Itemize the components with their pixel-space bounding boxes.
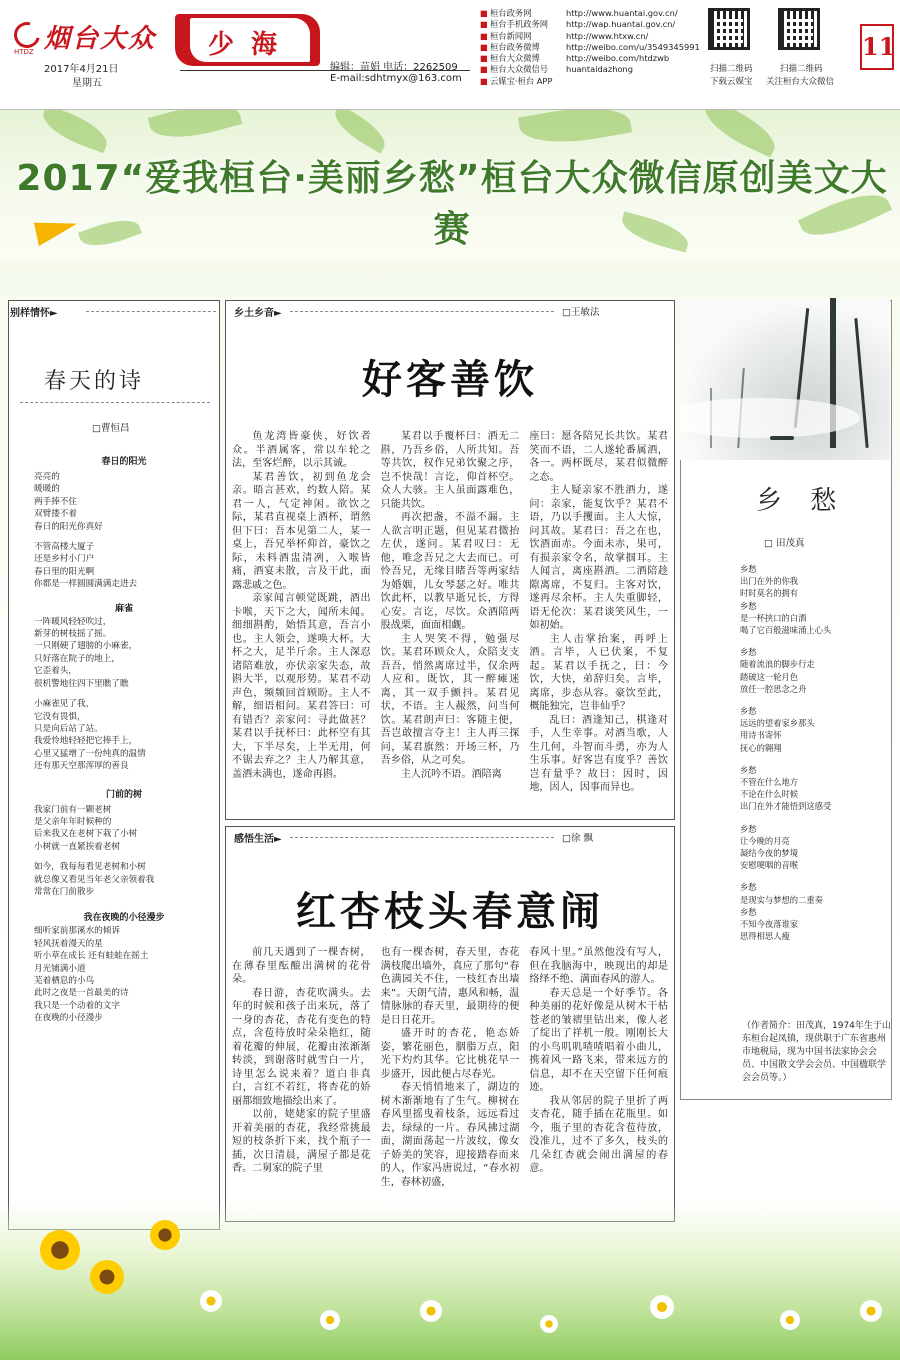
poem-section-heading: 麻雀 <box>114 603 133 614</box>
daisy-icon <box>860 1300 882 1322</box>
bullet-icon: ■ <box>480 75 488 86</box>
bullet-icon: ■ <box>480 41 488 52</box>
bullet-icon: ■ <box>480 19 488 30</box>
stanza: 如今，我每每看见老树和小树 就总像又看见当年老父亲领着我 常常在门前散步 <box>34 862 155 897</box>
paragraph: 某君以手覆杯曰：酒无二斟，乃吾乡俗，人所共知。吾等共饮，权作兄弟饮聚之序，岂不快哉！言讫，仰首杯空。众人大骇。主人虽面露难色，只能共饮。 <box>380 431 520 510</box>
bullet-icon: ■ <box>480 8 488 18</box>
media-link-row[interactable]: ■ 桓台政务微博 http://weibo.com/u/3549345991 <box>480 41 700 52</box>
sunflower-icon <box>90 1260 124 1294</box>
stanza: 乡愁 出门在外的你我 时时莫名的拥有 乡愁 是一杯挟口的白酒 喝了它百般滋味涌上心头 <box>740 564 832 636</box>
column-label: 别样情怀► <box>10 308 58 319</box>
daisy-icon <box>780 1310 800 1330</box>
poem-body <box>740 563 890 950</box>
paragraph: 再次把盏，不溢不漏。主人欲言明正题，但见某君微抬左伏，遂问。某君叹曰：无他，唯念吾兄之大去而已。可怜吾兄，无缘目睹吾等两家结为婚姻，儿女琴瑟之好。唯共饮此杯，以教早逝兄长，方得心安。言讫，尽饮。众酒陪两股战栗，面面相觑。 <box>380 512 520 631</box>
newspaper-logo-sub: HTDZ <box>14 48 34 56</box>
text-column <box>381 430 520 814</box>
qr-caption: 下载云媒宝 <box>710 77 753 87</box>
column-label: 乡土乡音► <box>234 308 282 319</box>
paragraph: 盛开时的杏花，艳态娇姿，繁花丽色，胭脂万点，阳光下灼灼其华。它比桃花早一步盛开，因此便占尽春光。 <box>380 1028 520 1080</box>
leaf-decoration <box>518 110 632 151</box>
stanza: 乡愁 是现实与梦想的二重奏 乡愁 不知今夜落谁家 思得相思人瘦 <box>740 882 823 942</box>
poem-section-heading: 我在夜晚的小径漫步 <box>83 913 165 924</box>
media-link-row[interactable]: ■ 桓台大众微信号 huantaidazhong <box>480 64 634 75</box>
daisy-icon <box>650 1295 674 1319</box>
text-column <box>232 946 371 1218</box>
paragraph: 也有一棵杏树，春天里，杏花满枝爬出墙外，真应了那句“春色满园关不住，一枝红杏出墙来”。天朗气清，惠风和畅，温情脉脉的春天里，最期待的便是日日花开。 <box>380 947 520 1026</box>
poem-byline: □ 田茂真 <box>764 538 805 549</box>
poem-section-heading: 门前的树 <box>105 789 142 800</box>
column-label: 感悟生活► <box>234 834 282 845</box>
daisy-icon <box>320 1310 340 1330</box>
bullet-icon: ■ <box>480 53 488 64</box>
stanza: 细听家前那溪水的倾诉 轻风抚着漫天的星 听小草在成长 还有蛙蛙在摇土 月光铺满小道 芜着栖息的小鸟 此时之夜是一首最美的诗 我只是一个动着的文字 在夜晚的小径漫步 <box>34 926 149 1024</box>
masthead <box>0 0 900 110</box>
qr-caption: 扫描二维码 <box>780 64 823 74</box>
stanza: 乡愁 远远的望着家乡那头 用诗书寄怀 抚心的翱翔 <box>740 706 815 753</box>
ink-painting-image <box>680 298 890 460</box>
stanza: 乡愁 不管在什么地方 不论在什么时候 出门在外才能悟到这感受 <box>740 764 832 812</box>
qr-caption: 扫描二维码 <box>710 64 753 74</box>
leaf-decoration <box>38 110 113 153</box>
text-column <box>529 946 668 1218</box>
qr-code-icon[interactable] <box>708 8 750 50</box>
paragraph: 某君善饮，初到鱼龙会亲。晤言甚欢，约数人陪。某君一人，气定神闲。欲饮之际，某君直视桌上酒杯，谓然但下曰：吾本见第二人，某一桌上，吾兄举杯仰首，豪饮之际，未料酒盅清冽，入喉皆痛，酒宴未散，言及干此，面露悲戚之色。 <box>232 471 371 591</box>
media-link-row[interactable]: ■ 桓台新闻网 http://www.htxw.cn/ <box>480 30 649 41</box>
stanza: 亮亮的 暖暖的 两手捧不住 双臂搂不着 春日的阳光你真好 <box>34 472 103 532</box>
paragraph: 座曰：愿各陪兄长共饮。某君笑而不语，二人遂轮番属酒，各一。两杯既尽，某君似微醉之态。 <box>529 431 668 483</box>
stanza: 一阵暖风轻轻吹过， 新芽的树枝摇了摇。 一只刚硬了翅膀的小麻雀， 只好落在院子的地上， 它歪着头， 很机警地往四下里瞧了瞧 <box>34 616 138 689</box>
paragraph: 以前，姥姥家的院子里盛开着美丽的杏花，我经常挑最短的枝条折下来，找个瓶子一插，次日清晨，满屋子都是花香。二舅家的院子里 <box>232 1109 371 1174</box>
meadow-decoration <box>0 1200 900 1360</box>
article-body <box>232 430 668 814</box>
newspaper-logo: 烟台大众 <box>44 24 157 54</box>
paragraph: 鱼龙湾皆豪侠，好饮者众。半酒属客，常以车轮之法，至客烂醉，以示其诚。 <box>232 431 371 469</box>
article-byline: □徐 飘 <box>562 833 593 844</box>
article-title: 好客善饮 <box>362 357 538 403</box>
section-name: 少 海 <box>208 30 282 60</box>
stanza: 我家门前有一颗老树 是父亲年年时候种的 后来我又在老树下栽了小树 小树就一直紧挨着老树 <box>34 804 138 852</box>
paragraph: 乱曰：酒逢知己，棋逢对手，人生幸事。对酒当歌，人生几何，斗智而斗勇，亦为人生乐事。好客岂有度乎？善饮岂有量乎？故曰：因时，因地，因人，因事而异也。 <box>529 714 668 793</box>
qr-caption: 关注桓台大众微信 <box>766 77 835 87</box>
paragraph: 春日游，杏花吹满头。去年的时候和孩子出来玩，落了一身的杏花，杏花有变色的特点，含苞待放时朵朵艳红，随着花瓣的伸展，花瓣由浓渐渐转淡，到谢落时就雪白一片，诗里怎么说来着？道白非真白，言红不若红，将杏花的娇丽都细致地描绘出来了。 <box>232 987 371 1107</box>
paragraph: 主人疑亲家不胜酒力，遂问：亲家，能复饮乎？某君不语，乃以手攫面。主人大惊，问其故。某君曰：吾之在也，饮酒面赤。今面未赤，果可，有损亲家令名，故掌掴耳。主人闻言，离座斟酒。二酒陪趁隙离席，不复归。主客对饮，遂再尽余杯。主人失重脚轻，语无伦次：某君谈笑风生，一如初始。 <box>529 485 668 631</box>
daisy-icon <box>200 1290 222 1312</box>
poem-byline: □曹恒昌 <box>92 423 130 434</box>
stanza: 乡愁 随着流浪的脚步行走 踏破这一轮月色 放任一腔思念之舟 <box>740 647 815 694</box>
paragraph: 主人击掌抬案，再呼上酒。言毕，人已伏案，不复起。某君以手抚之，曰：今饮，大快，弟辞归矣。言毕，离席，步态从容。豪饮至此，概能独完，岂非仙乎？ <box>529 633 668 712</box>
issue-weekday: 星期五 <box>72 78 102 89</box>
media-link-row[interactable]: ■ 云媒宝·桓台 APP <box>480 75 553 86</box>
bullet-icon: ■ <box>480 64 488 75</box>
sunflower-icon <box>40 1230 80 1270</box>
poem-section-heading: 春日的阳光 <box>101 457 147 467</box>
paragraph: 春风十里。”虽然他没有写人，但在我脑海中，映现出的却是络绎不绝、满面春风的游人。 <box>529 947 668 985</box>
daisy-icon <box>420 1300 442 1322</box>
poem-title: 春天的诗 <box>44 369 145 394</box>
leaf-decoration <box>148 110 243 147</box>
leaf-decoration <box>329 110 392 154</box>
article-byline: □王敏法 <box>562 307 600 318</box>
media-link-row[interactable]: ■ 桓台手机政务网 http://wap.huantai.gov.cn/ <box>480 19 676 30</box>
editor-email[interactable]: E-mail:sdhtmyx@163.com <box>330 73 462 84</box>
media-link-row[interactable]: ■ 桓台政务网 http://www.huantai.gov.cn/ <box>480 8 678 18</box>
qr-code-icon[interactable] <box>778 8 820 50</box>
stanza: 小麻雀见了我， 它没有畏惧， 只是向后站了站。 我爱怜地轻轻把它捧手上， 心里又猛增了一份纯真的温情 还有那天空那浑厚的善良 <box>34 699 146 772</box>
media-link-row[interactable]: ■ 桓台大众微博 http://weibo.com/htdzwb <box>480 53 670 64</box>
paragraph: 亲家闻言顿觉既跳，酒出卡喉，天下之大，闻所未闻。细细斟酌，始悟其意，吾言小也。主人领会，遂唤大杯。大杯之大，足半斤余。主人深忍诸陪难放，亦伏亲家失态，故斟大半，以观形势。某君不动声色，频频回首顾盼。主人不解，细语相问。某君答曰：可有错否？亲家问：寻此做甚？某君以手抚杯曰：此杯空有其大，下半尽矣，上半无用，何不锯去弃之？主人乃解其意，盖酒未满也，遂命再斟。 <box>232 593 371 780</box>
boat-icon <box>770 436 794 440</box>
text-column <box>232 430 371 814</box>
page-number: 11 <box>860 24 894 70</box>
text-column <box>381 946 520 1218</box>
article-title: 红杏枝头春意闹 <box>296 889 604 935</box>
author-note: （作者简介：田茂真，1974年生于山东桓台起凤镇，现供职于广东省惠州市地税局，现为中国书法家协会会员、中国散文学会会员、中国楹联学会会员等。） <box>742 1021 891 1083</box>
poem-body <box>34 454 214 1033</box>
media-links <box>480 8 700 87</box>
paragraph: 春天总是一个好季节。各种美丽的花好像是从树木干枯苍老的皱褶里钻出来，像人老了绽出了祥机一般。刚刚长大的小鸟叽叽喳喳唱着小曲儿，携着风一路飞来，带来远方的信息，却不在天空留下任何痕迹。 <box>529 987 668 1093</box>
paragraph: 我从邻居的院子里折了两支杏花，随手插在花瓶里。如今，瓶子里的杏花含苞待放，没准儿，过不了多久，枝头的几朵红杏就会闹出满屋的春意。 <box>529 1095 668 1174</box>
stanza: 乡愁 让今晚的月亮 凝结今夜的梦境 安慰哽咽的音喉 <box>740 823 799 871</box>
paragraph: 主人沉吟不语。酒陪离 <box>400 768 502 780</box>
paragraph: 春天悄悄地来了，湖边的树木渐渐地有了生气。柳树在春风里摇曳着枝条，远远看过去，绿绿的一片。春风拂过湖面，湖面荡起一片波纹，像女子娇美的笑容，迎接踏春而来的人，作家冯唐说过，“春水初生，春林初盛， <box>380 1082 520 1188</box>
paragraph: 主人哭笑不得，勉强尽饮。某君环顾众人，众陪支支吾吾，悄然离席过半，仅余两人应和。既饮，其一醉瘫迷离，其一双手颤抖。某君见状，不语。主人赧然，问当何饮。某君朗声曰：客随主便，吾岂敢擅言夺主！主人再三探问，某君旗然：开场三杯，乃吾乡俗，从之可矣。 <box>380 633 520 766</box>
poem-title: 乡 愁 <box>756 486 847 516</box>
daisy-icon <box>540 1315 558 1333</box>
issue-date: 2017年4月21日 <box>44 64 119 75</box>
sunflower-icon <box>150 1220 180 1250</box>
paragraph: 前几天遇到了一棵杏树，在薄春里酝酿出满树的花骨朵。 <box>232 947 371 985</box>
editor-info: 编辑：苗娟 电话：2262509 <box>330 62 458 73</box>
stanza: 不管高楼大厦子 还是乡村小门户 春日里的阳光啊 你都是一样圆圆满满走进去 <box>34 542 138 590</box>
bullet-icon: ■ <box>480 30 488 41</box>
text-column <box>529 430 668 814</box>
article-body <box>232 946 668 1218</box>
banner-title: 2017“爱我桓台·美丽乡愁”桓台大众微信原创美文大赛 <box>16 158 888 250</box>
